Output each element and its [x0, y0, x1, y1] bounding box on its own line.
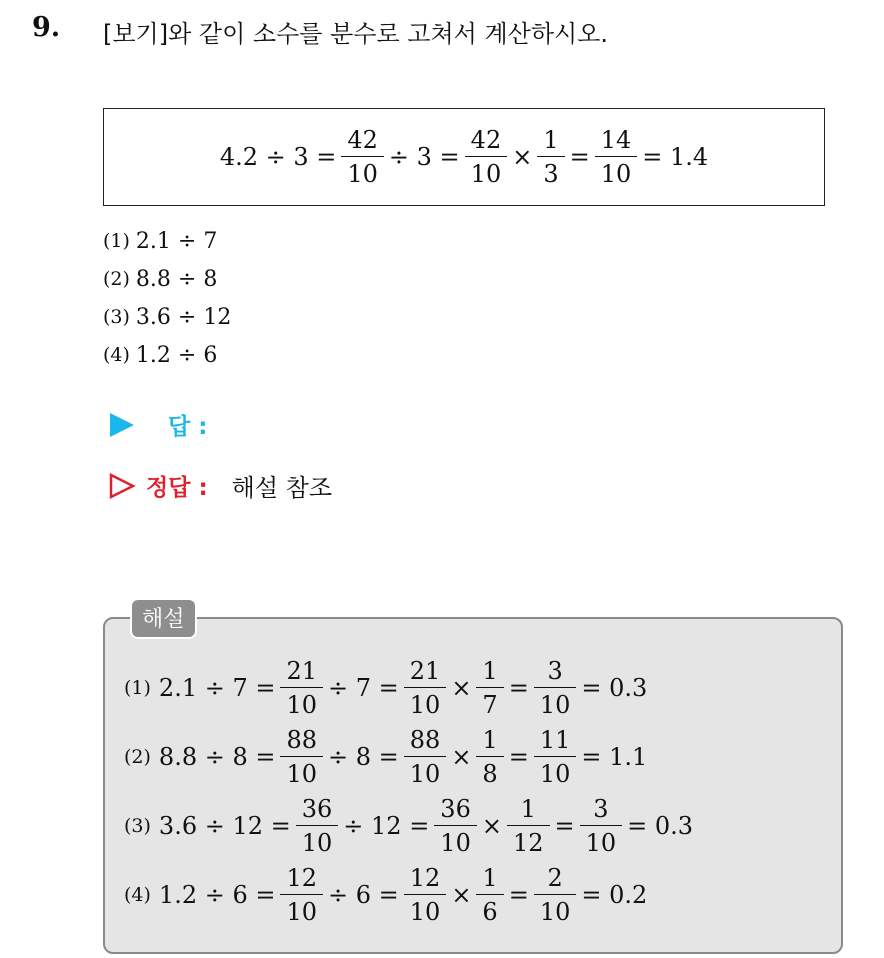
solution-term-d: = [508, 880, 529, 909]
solution-label: (1) [124, 676, 151, 699]
solution-term-c: × [451, 742, 472, 771]
problem-item [103, 222, 231, 260]
solution-term-b: ÷ 12 = [343, 811, 430, 840]
numerator: 1 [482, 863, 498, 892]
solution-line [124, 722, 697, 791]
numerator: 2 [547, 863, 563, 892]
denominator: 6 [476, 894, 503, 924]
denominator: 7 [476, 687, 503, 717]
outline-triangle-icon [108, 473, 136, 499]
correct-answer-text: 해설 참조 [231, 474, 333, 502]
solution-fraction-4 [583, 794, 620, 857]
numerator: 21 [409, 656, 441, 685]
numerator: 36 [301, 794, 333, 823]
solution-term-a: 3.6 ÷ 12 = [158, 811, 291, 840]
example-fraction-4 [598, 128, 635, 186]
solution-label: (2) [124, 745, 151, 768]
solution-fraction-3 [510, 794, 547, 857]
denominator: 10 [534, 687, 577, 717]
numerator: 12 [286, 863, 318, 892]
numerator: 42 [470, 126, 502, 154]
problem-expression: 1.2 ÷ 6 [135, 342, 218, 368]
solution-fraction-1 [283, 656, 320, 719]
solution-fraction-1 [283, 863, 320, 926]
solution-fraction-2 [407, 725, 444, 788]
solution-fraction-3 [479, 725, 500, 788]
numerator: 42 [347, 126, 378, 154]
numerator: 1 [520, 794, 536, 823]
denominator: 10 [280, 756, 323, 786]
solution-fraction-1 [283, 725, 320, 788]
answer-row [108, 408, 207, 441]
solution-lines [124, 653, 697, 929]
problem-item [103, 260, 231, 298]
denominator: 10 [404, 756, 447, 786]
example-term-a: 4.2 ÷ 3 = [219, 143, 337, 171]
denominator: 10 [404, 894, 447, 924]
numerator: 11 [539, 725, 571, 754]
solution-tab: 해설 [130, 598, 197, 639]
denominator: 10 [580, 825, 623, 855]
solution-term-e: = 0.3 [581, 673, 648, 702]
solution-fraction-1 [299, 794, 336, 857]
solution-fraction-3 [479, 656, 500, 719]
numerator: 88 [409, 725, 441, 754]
solution-term-b: ÷ 7 = [328, 673, 399, 702]
solution-line [124, 791, 697, 860]
solution-fraction-4 [537, 863, 574, 926]
denominator: 10 [534, 756, 577, 786]
solution-term-d: = [508, 673, 529, 702]
filled-triangle-icon [108, 412, 136, 438]
solution-term-d: = [508, 742, 529, 771]
correct-answer-row [108, 468, 332, 503]
problem-item [103, 336, 231, 374]
denominator: 10 [595, 156, 638, 186]
solution-fraction-2 [437, 794, 474, 857]
example-equation [216, 128, 712, 186]
question-text: [보기]와 같이 소수를 분수로 고쳐서 계산하시오. [103, 20, 608, 48]
numerator: 1 [482, 725, 498, 754]
solution-term-b: ÷ 6 = [328, 880, 399, 909]
answer-label: 답 : [168, 414, 208, 440]
solution-fraction-4 [537, 725, 574, 788]
numerator: 3 [593, 794, 609, 823]
denominator: 3 [537, 156, 564, 186]
solution-term-e: = 1.1 [581, 742, 648, 771]
numerator: 36 [440, 794, 471, 823]
solution-label: (4) [124, 883, 151, 906]
solution-line [124, 653, 697, 722]
solution-term-a: 2.1 ÷ 7 = [158, 673, 276, 702]
problem-label: (1) [103, 230, 130, 252]
solution-term-e: = 0.3 [627, 811, 694, 840]
numerator: 1 [543, 126, 559, 154]
solution-term-c: × [451, 880, 472, 909]
denominator: 10 [296, 825, 339, 855]
solution-fraction-2 [407, 656, 444, 719]
numerator: 12 [409, 863, 441, 892]
numerator: 1 [482, 656, 498, 685]
solution-label: (3) [124, 814, 151, 837]
problem-expression: 3.6 ÷ 12 [135, 304, 232, 330]
denominator: 12 [507, 825, 550, 855]
solution-fraction-3 [479, 863, 500, 926]
example-fraction-3 [540, 128, 561, 186]
solution-fraction-4 [537, 656, 574, 719]
solution-term-c: × [481, 811, 502, 840]
solution-term-a: 1.2 ÷ 6 = [158, 880, 276, 909]
numerator: 3 [547, 656, 563, 685]
denominator: 8 [476, 756, 503, 786]
solution-term-c: × [451, 673, 472, 702]
example-term-c: × [512, 143, 533, 171]
denominator: 10 [280, 687, 323, 717]
correct-answer-label: 정답 : [146, 475, 208, 501]
problem-expression: 8.8 ÷ 8 [135, 266, 218, 292]
example-box [103, 108, 825, 206]
problem-label: (2) [103, 268, 130, 290]
solution-term-d: = [554, 811, 575, 840]
solution-term-b: ÷ 8 = [328, 742, 399, 771]
solution-line [124, 860, 697, 929]
question-number: 9. [32, 12, 61, 43]
solution-fraction-2 [407, 863, 444, 926]
numerator: 21 [286, 656, 318, 685]
denominator: 10 [280, 894, 323, 924]
denominator: 10 [434, 825, 477, 855]
denominator: 10 [404, 687, 447, 717]
example-fraction-1 [344, 128, 381, 186]
example-fraction-2 [468, 128, 505, 186]
example-term-d: = [569, 143, 590, 171]
problem-expression: 2.1 ÷ 7 [135, 228, 218, 254]
denominator: 10 [534, 894, 577, 924]
example-term-e: = 1.4 [642, 143, 709, 171]
problem-item [103, 298, 231, 336]
solution-term-e: = 0.2 [581, 880, 648, 909]
denominator: 10 [341, 156, 384, 186]
example-term-b: ÷ 3 = [388, 143, 460, 171]
problem-label: (3) [103, 306, 130, 328]
solution-term-a: 8.8 ÷ 8 = [158, 742, 276, 771]
problem-list [103, 222, 231, 374]
problem-label: (4) [103, 344, 130, 366]
numerator: 88 [286, 725, 318, 754]
denominator: 10 [465, 156, 508, 186]
numerator: 14 [600, 126, 632, 154]
